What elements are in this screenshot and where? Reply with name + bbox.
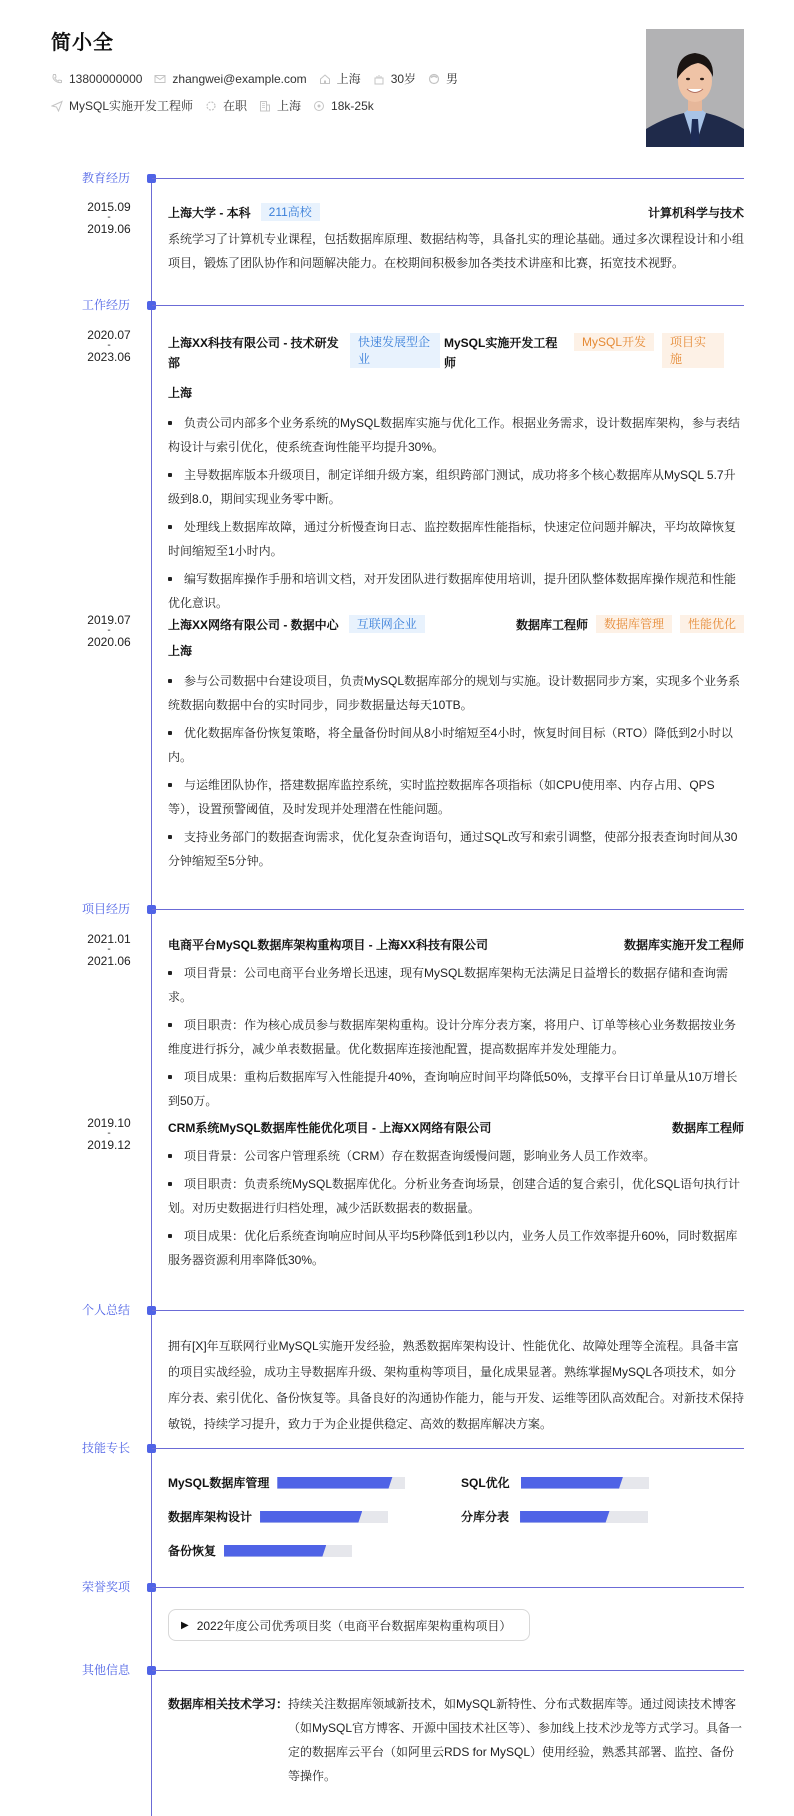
other-info-entry bbox=[168, 1692, 744, 1788]
skill-tag: MySQL开发 bbox=[574, 333, 654, 351]
triangle-right-icon: ▶ bbox=[181, 1619, 189, 1631]
section-divider bbox=[152, 909, 744, 910]
job-title: 数据库工程师 bbox=[515, 618, 588, 632]
end-date: 2019.12 bbox=[87, 1138, 131, 1152]
work-entry bbox=[168, 615, 744, 877]
work-date bbox=[70, 613, 148, 649]
section-title: 教育经历 bbox=[82, 171, 131, 185]
project-name: CRM系统MySQL数据库性能优化项目 - 上海XX网络有限公司 bbox=[168, 1121, 492, 1135]
timeline-line bbox=[151, 178, 152, 1816]
section-title: 其他信息 bbox=[82, 1663, 131, 1677]
section-other-header bbox=[0, 1662, 794, 1678]
work-entry bbox=[168, 333, 744, 619]
list-item: 处理线上数据库故障，通过分析慢查询日志、监控数据库性能指标，快速定位问题并解决，平均故障恢复时间缩短至1小时内。 bbox=[168, 515, 744, 563]
summary-text: 拥有[X]年互联网行业MySQL实施开发经验，熟悉数据库架构设计、性能优化、故障处理等全流程。具备丰富的项目实战经验，成功主导数据库升级、架构重构等项目，量化成果显著。熟练掌握MySQL各项技术，如分库分表、索引优化、备份恢复等。具备良好的沟通协作能力，能与开发、运维等团队高效配合。对新技术保持敏锐，持续学习提升，致力于为企业提供稳定、高效的数据库解决方案。 bbox=[168, 1339, 745, 1431]
mail-icon bbox=[154, 73, 166, 85]
company-name: 上海XX网络有限公司 - 数据中心 bbox=[168, 618, 339, 632]
age-icon bbox=[373, 73, 385, 85]
end-date: 2019.06 bbox=[87, 222, 131, 236]
section-work-header bbox=[0, 297, 794, 313]
section-divider bbox=[152, 305, 744, 306]
section-summary-header bbox=[0, 1302, 794, 1318]
gender-text: 男 bbox=[446, 72, 459, 86]
section-title: 项目经历 bbox=[82, 902, 131, 916]
list-item: 项目背景：公司客户管理系统（CRM）存在数据查询缓慢问题，影响业务人员工作效率。 bbox=[168, 1144, 744, 1168]
section-divider bbox=[152, 1670, 744, 1671]
date-separator: - bbox=[107, 625, 111, 636]
send-icon bbox=[51, 100, 63, 112]
list-item: 编写数据库操作手册和培训文档，对开发团队进行数据库使用培训，提升团队整体数据库操作规范和性能优化意识。 bbox=[168, 567, 744, 615]
section-education-header bbox=[0, 170, 794, 186]
candidate-name: 简小全 bbox=[51, 32, 114, 54]
section-title: 荣誉奖项 bbox=[82, 1580, 131, 1594]
company-name: 上海XX科技有限公司 - 技术研发部 bbox=[168, 336, 339, 370]
project-name: 电商平台MySQL数据库架构重构项目 - 上海XX科技有限公司 bbox=[168, 938, 489, 952]
start-date: 2019.10 bbox=[87, 1116, 131, 1130]
target-position-text: MySQL实施开发工程师 bbox=[69, 99, 194, 113]
start-date: 2020.07 bbox=[87, 328, 131, 342]
skill-level-bar bbox=[260, 1511, 388, 1523]
list-item: 主导数据库版本升级项目，制定详细升级方案，组织跨部门测试，成功将多个核心数据库从MySQL 5.7升级到8.0，期间实现业务零中断。 bbox=[168, 463, 744, 511]
end-date: 2021.06 bbox=[87, 954, 131, 968]
education-date bbox=[70, 200, 148, 236]
project-entry bbox=[168, 935, 744, 1117]
work-date bbox=[70, 328, 148, 364]
major: 计算机科学与技术 bbox=[647, 206, 744, 220]
list-item: 参与公司数据中台建设项目，负责MySQL数据库部分的规划与实施。设计数据同步方案，实现多个业务系统数据向数据中台的实时同步，同步数据量达每天10TB。 bbox=[168, 669, 744, 717]
email-info bbox=[154, 72, 306, 86]
school-name: 上海大学 - 本科 bbox=[168, 206, 251, 220]
section-projects-header bbox=[0, 901, 794, 917]
school-tag: 211高校 bbox=[261, 203, 320, 221]
skill-item bbox=[168, 1542, 352, 1559]
list-item: 支持业务部门的数据查询需求，优化复杂查询语句，通过SQL改写和索引调整，使部分报表查询时间从30分钟缩短至5分钟。 bbox=[168, 825, 744, 873]
job-title: MySQL实施开发工程师 bbox=[444, 336, 558, 370]
project-role: 数据库工程师 bbox=[671, 1121, 744, 1135]
skill-tag: 数据库管理 bbox=[596, 615, 672, 633]
email-text: zhangwei@example.com bbox=[172, 71, 307, 86]
home-icon bbox=[319, 73, 331, 85]
other-info-text: 持续关注数据库领域新技术，如MySQL新特性、分布式数据库等。通过阅读技术博客（如MySQL官方博客、开源中国技术社区等）、参加线上技术沙龙等方式学习。具备一定的数据库云平台（如阿里云RDS for MySQL）使用经验，熟悉其部署、监控、备份等操作。 bbox=[288, 1697, 743, 1783]
section-title: 工作经历 bbox=[82, 298, 131, 312]
building-icon bbox=[259, 100, 271, 112]
job-status-info bbox=[205, 97, 247, 114]
skill-level-fill bbox=[520, 1511, 610, 1523]
other-info-label: 数据库相关技术学习： bbox=[168, 1697, 289, 1711]
list-item: 项目成果：优化后系统查询响应时间从平均5秒降低到1秒以内，业务人员工作效率提升60%，同时数据库服务器资源利用率降低30%。 bbox=[168, 1224, 744, 1272]
section-divider bbox=[152, 1310, 744, 1311]
skill-name: 备份恢复 bbox=[168, 1544, 217, 1558]
target-position-info bbox=[51, 97, 193, 114]
date-separator: - bbox=[107, 212, 111, 223]
age-text: 30岁 bbox=[390, 72, 417, 86]
project-details bbox=[168, 1144, 744, 1272]
skill-level-bar bbox=[277, 1477, 405, 1489]
skill-name: MySQL数据库管理 bbox=[168, 1476, 270, 1490]
skill-level-bar bbox=[521, 1477, 649, 1489]
skill-level-fill bbox=[224, 1545, 326, 1557]
education-description: 系统学习了计算机专业课程，包括数据库原理、数据结构等，具备扎实的理论基础。通过多次课程设计和小组项目，锻炼了团队协作和问题解决能力。在校期间积极参加各类技术讲座和比赛，拓宽技术视野。 bbox=[168, 232, 745, 270]
skill-level-bar bbox=[224, 1545, 352, 1557]
residence-text: 上海 bbox=[336, 72, 361, 86]
job-status-text: 在职 bbox=[223, 99, 248, 113]
gender-icon bbox=[428, 73, 440, 85]
skill-level-fill bbox=[260, 1511, 362, 1523]
section-divider bbox=[152, 1448, 744, 1449]
contact-info-row bbox=[51, 70, 470, 87]
award-item[interactable] bbox=[168, 1609, 530, 1641]
phone-text: 13800000000 bbox=[69, 71, 143, 86]
avatar-portrait-icon bbox=[646, 29, 744, 147]
date-separator: - bbox=[107, 944, 111, 955]
target-city-text: 上海 bbox=[277, 99, 302, 113]
list-item: 负责公司内部多个业务系统的MySQL数据库实施与优化工作。根据业务需求，设计数据库架构，参与表结构设计与索引优化，使系统查询性能平均提升30%。 bbox=[168, 411, 744, 459]
salary-icon bbox=[313, 100, 325, 112]
skill-item bbox=[461, 1508, 648, 1525]
date-separator: - bbox=[107, 1128, 111, 1139]
job-intent-row bbox=[51, 97, 386, 114]
status-icon bbox=[205, 100, 217, 112]
company-tag: 快速发展型企业 bbox=[350, 333, 440, 368]
work-responsibilities bbox=[168, 411, 744, 615]
list-item: 项目成果：重构后数据库写入性能提升40%，查询响应时间平均降低50%，支撑平台日订单量从10万增长到50万。 bbox=[168, 1065, 744, 1113]
skill-item bbox=[168, 1474, 405, 1491]
list-item: 项目背景：公司电商平台业务增长迅速，现有MySQL数据库架构无法满足日益增长的数据存储和查询需求。 bbox=[168, 961, 744, 1009]
skill-level-bar bbox=[520, 1511, 648, 1523]
skill-item bbox=[461, 1474, 649, 1491]
education-entry bbox=[168, 203, 744, 275]
award-text: 2022年度公司优秀项目奖（电商平台数据库架构重构项目） bbox=[196, 1618, 512, 1633]
project-details bbox=[168, 961, 744, 1113]
gender-info bbox=[428, 70, 458, 87]
skill-name: 数据库架构设计 bbox=[168, 1510, 253, 1524]
age-info bbox=[373, 70, 416, 87]
phone-info bbox=[51, 72, 142, 86]
section-divider bbox=[152, 1587, 744, 1588]
section-title: 个人总结 bbox=[82, 1303, 131, 1317]
project-entry bbox=[168, 1118, 744, 1276]
skill-level-fill bbox=[277, 1477, 392, 1489]
section-divider bbox=[152, 178, 744, 179]
skill-level-fill bbox=[521, 1477, 623, 1489]
list-item: 项目职责：负责系统MySQL数据库优化。分析业务查询场景，创建合适的复合索引，优化SQL语句执行计划。对历史数据进行归档处理，减少活跃数据表的数据量。 bbox=[168, 1172, 744, 1220]
section-title: 技能专长 bbox=[82, 1441, 131, 1455]
end-date: 2023.06 bbox=[87, 350, 131, 364]
start-date: 2021.01 bbox=[87, 932, 131, 946]
company-tag: 互联网企业 bbox=[349, 615, 425, 633]
skill-item bbox=[168, 1508, 388, 1525]
date-separator: - bbox=[107, 340, 111, 351]
salary-text: 18k-25k bbox=[331, 98, 374, 113]
salary-info bbox=[313, 99, 374, 113]
skill-tag: 项目实施 bbox=[662, 333, 724, 368]
project-role: 数据库实施开发工程师 bbox=[623, 938, 744, 952]
end-date: 2020.06 bbox=[87, 635, 131, 649]
residence-info bbox=[319, 70, 361, 87]
target-city-info bbox=[259, 97, 301, 114]
start-date: 2019.07 bbox=[87, 613, 131, 627]
phone-icon bbox=[51, 73, 63, 85]
list-item: 项目职责：作为核心成员参与数据库架构重构。设计分库分表方案，将用户、订单等核心业务数据按业务维度进行拆分，减少单表数据量。优化数据库连接池配置，提高数据库并发处理能力。 bbox=[168, 1013, 744, 1061]
profile-photo bbox=[646, 29, 744, 147]
work-location: 上海 bbox=[168, 386, 193, 400]
list-item: 优化数据库备份恢复策略，将全量备份时间从8小时缩短至4小时，恢复时间目标（RTO）降低到2小时以内。 bbox=[168, 721, 744, 769]
list-item: 与运维团队协作，搭建数据库监控系统，实时监控数据库各项指标（如CPU使用率、内存占用、QPS等），设置预警阈值，及时发现并处理潜在性能问题。 bbox=[168, 773, 744, 821]
project-date bbox=[70, 932, 148, 968]
start-date: 2015.09 bbox=[87, 200, 131, 214]
project-date bbox=[70, 1116, 148, 1152]
section-skills-header bbox=[0, 1440, 794, 1456]
skill-name: SQL优化 bbox=[461, 1476, 510, 1490]
section-awards-header bbox=[0, 1579, 794, 1595]
skill-name: 分库分表 bbox=[461, 1510, 510, 1524]
work-responsibilities bbox=[168, 669, 744, 873]
skill-tag: 性能优化 bbox=[680, 615, 744, 633]
work-location: 上海 bbox=[168, 644, 193, 658]
